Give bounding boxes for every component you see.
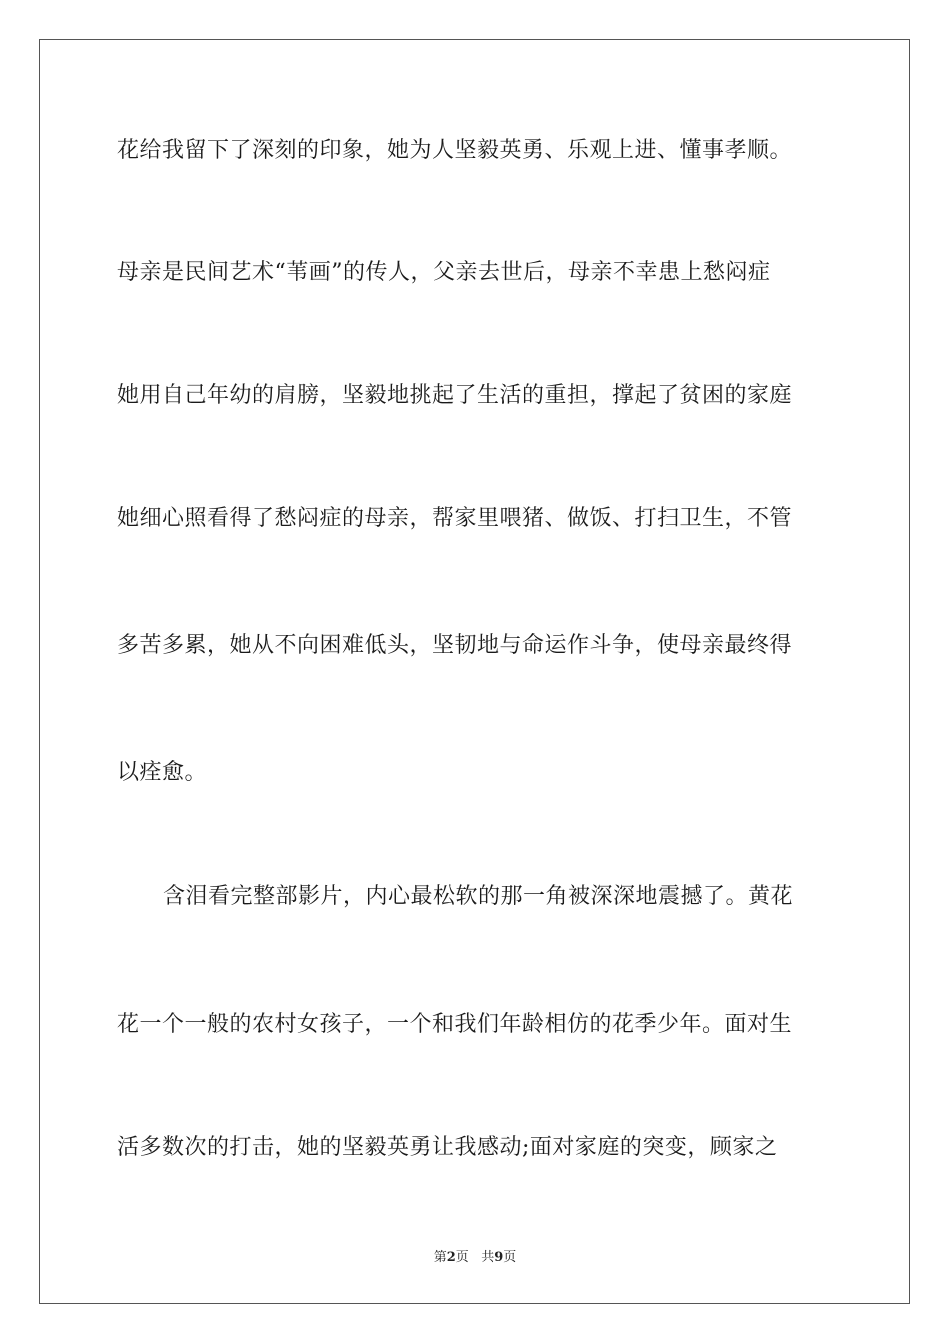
page-current: 2 (446, 1250, 456, 1265)
body-text-line-2: 母亲是民间艺术“苇画”的传人，父亲去世后，母亲不幸患上愁闷症 (117, 260, 771, 285)
paragraph-start-line: 含泪看完整部影片，内心最松软的那一角被深深地震撼了。黄花 (163, 884, 794, 909)
body-text-line-5: 多苦多累，她从不向困难低头，坚韧地与命运作斗争，使母亲最终得 (117, 633, 793, 658)
page-total: 9 (494, 1250, 504, 1265)
body-text-line-9: 活多数次的打击，她的坚毅英勇让我感动;面对家庭的突变，顾家之 (117, 1135, 778, 1160)
total-prefix: 共 (481, 1250, 495, 1265)
page-border (39, 39, 910, 1304)
body-text-line-3: 她用自己年幼的肩膀，坚毅地挑起了生活的重担，撑起了贫困的家庭 (117, 383, 793, 408)
body-text-line-8: 花一个一般的农村女孩子，一个和我们年龄相仿的花季少年。面对生 (117, 1012, 793, 1037)
page-prefix: 第 (433, 1250, 447, 1265)
body-text-line-6: 以痊愈。 (117, 760, 208, 785)
body-text-line-1: 花给我留下了深刻的印象，她为人坚毅英勇、乐观上进、懂事孝顺。 (117, 138, 793, 163)
body-text-line-4: 她细心照看得了愁闷症的母亲，帮家里喂猪、做饭、打扫卫生，不管 (117, 506, 793, 531)
total-suffix: 页 (503, 1250, 517, 1265)
page-suffix: 页 (455, 1250, 469, 1265)
page-number-footer (0, 1250, 950, 1266)
